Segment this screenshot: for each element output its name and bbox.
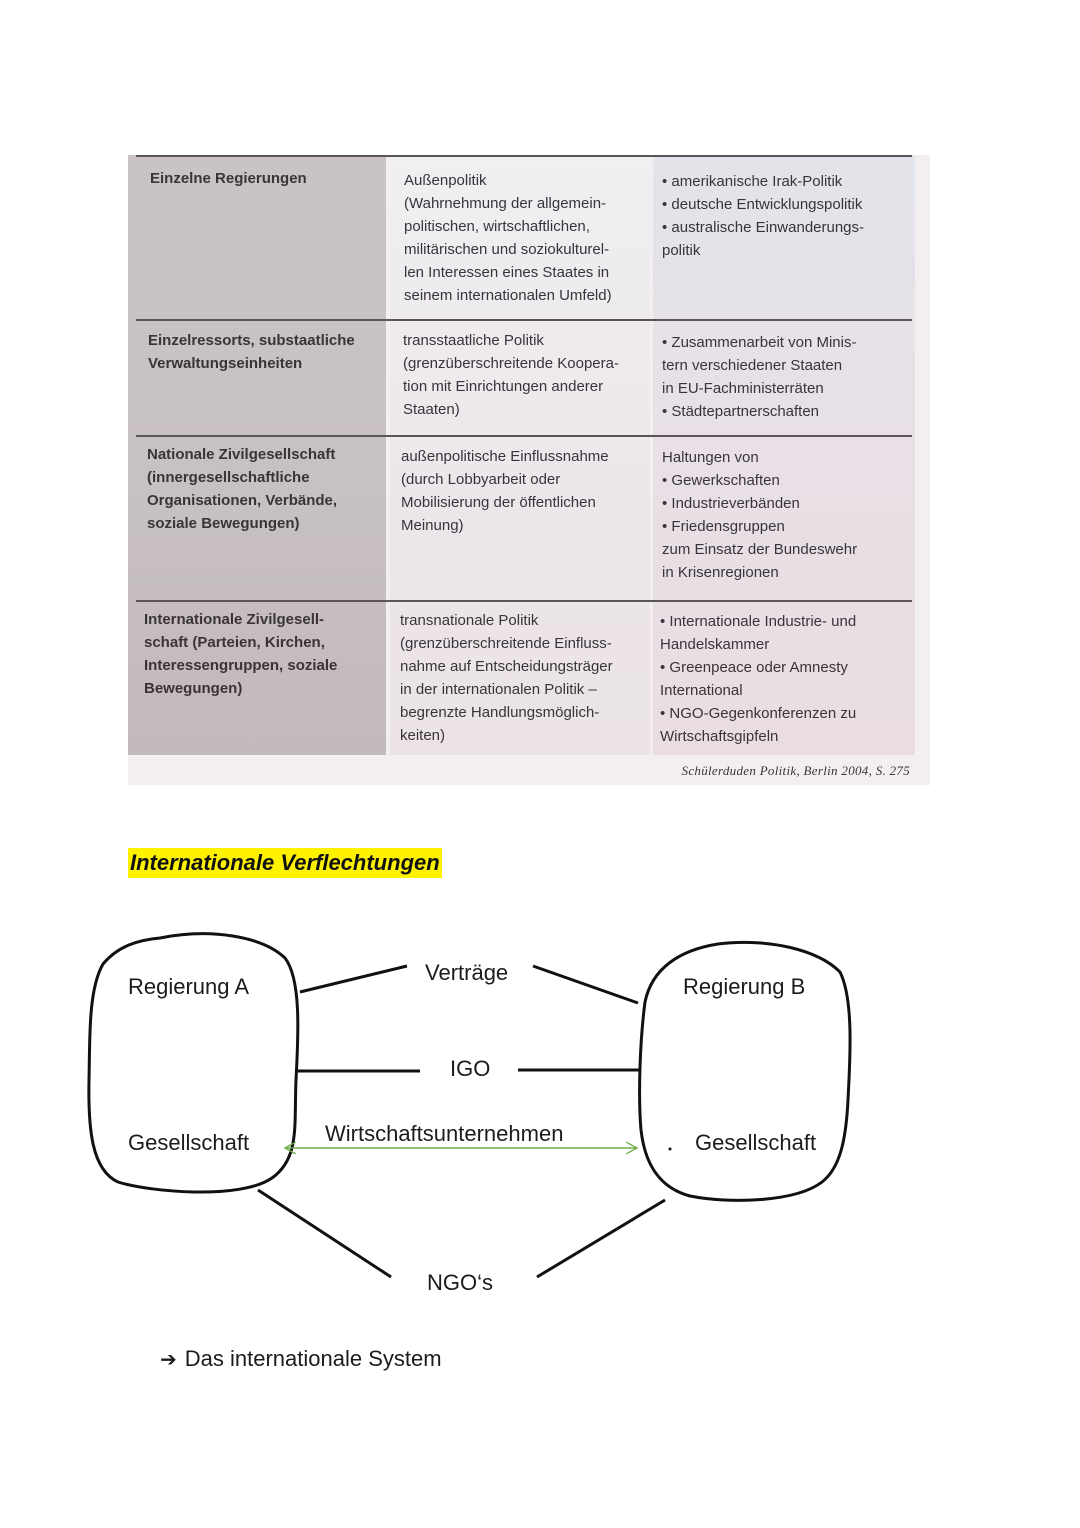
table-rule (136, 319, 912, 321)
label-contracts: Verträge (425, 960, 509, 985)
table-row-4-examples: • Internationale Industrie- und Handelskammer • Greenpeace oder Amnesty International • NGO-Gegenkonferenzen zu Wirtschaftsgipfeln (660, 613, 857, 745)
table-row-3-actor: Nationale Zivilgesellschaft (innergesellschaftliche Organisationen, Verbände, soziale Bewegungen) (147, 446, 338, 532)
table-row-2-examples: • Zusammenarbeit von Minis- tern verschiedener Staaten in EU-Fachministerräten • Städtepartnerschaften (662, 334, 857, 420)
table-row-4-policy: transnationale Politik (grenzüberschreitende Einfluss- nahme auf Entscheidungsträger in der internationalen Politik – begrenzte Handlungsmöglich- keiten) (400, 612, 613, 744)
table-row-4-actor: Internationale Zivilgesell- schaft (Parteien, Kirchen, Interessengruppen, soziale Bewegungen) (144, 611, 338, 697)
label-government-b: Regierung B (683, 974, 806, 999)
table-row-2-actor: Einzelressorts, substaatliche Verwaltungseinheiten (148, 332, 355, 372)
scanned-table-image (128, 155, 930, 785)
contracts-line-left (300, 966, 407, 992)
label-economy: Wirtschaftsunternehmen (325, 1121, 564, 1146)
label-ngo: NGO‘s (427, 1270, 493, 1295)
label-society-right: Gesellschaft (695, 1130, 817, 1155)
ngo-line-right (537, 1200, 665, 1277)
table-rule (136, 155, 912, 157)
conclusion-text: Das internationale System (184, 1346, 442, 1371)
table-row-1-policy: Außenpolitik (Wahrnehmung der allgemein- politischen, wirtschaftlichen, militärischen und soziokulturel- len Interessen eines Staates in seinem internationalen Umfeld) (404, 172, 612, 304)
table-rule (136, 600, 912, 602)
right-arrow-icon: ➔ (160, 1349, 177, 1371)
contracts-line-right (533, 966, 638, 1003)
ngo-line-left (258, 1190, 391, 1277)
conclusion-line (160, 1346, 442, 1372)
relations-diagram (0, 920, 1080, 1320)
table-row-3-policy: außenpolitische Einflussnahme (durch Lobbyarbeit oder Mobilisierung der öffentlichen Meinung) (401, 448, 609, 534)
table-row-1-actor: Einzelne Regierungen (150, 170, 307, 187)
label-igo: IGO (450, 1056, 491, 1081)
section-heading: Internationale Verflechtungen (128, 848, 442, 878)
label-society-left: Gesellschaft (128, 1130, 250, 1155)
table-source-citation: Schülerduden Politik, Berlin 2004, S. 275 (681, 763, 910, 778)
table-row-3-examples: Haltungen von • Gewerkschaften • Industrieverbänden • Friedensgruppen zum Einsatz der Bundeswehr in Krisenregionen (662, 449, 858, 581)
label-government-a: Regierung A (128, 974, 250, 999)
stray-dot (669, 1148, 672, 1151)
table-row-2-policy: transstaatliche Politik (grenzüberschreitende Koopera- tion mit Einrichtungen anderer Staaten) (403, 332, 619, 418)
table-rule (136, 435, 912, 437)
table-row-1-examples: • amerikanische Irak-Politik • deutsche Entwicklungspolitik • australische Einwanderungs- politik (662, 173, 865, 259)
